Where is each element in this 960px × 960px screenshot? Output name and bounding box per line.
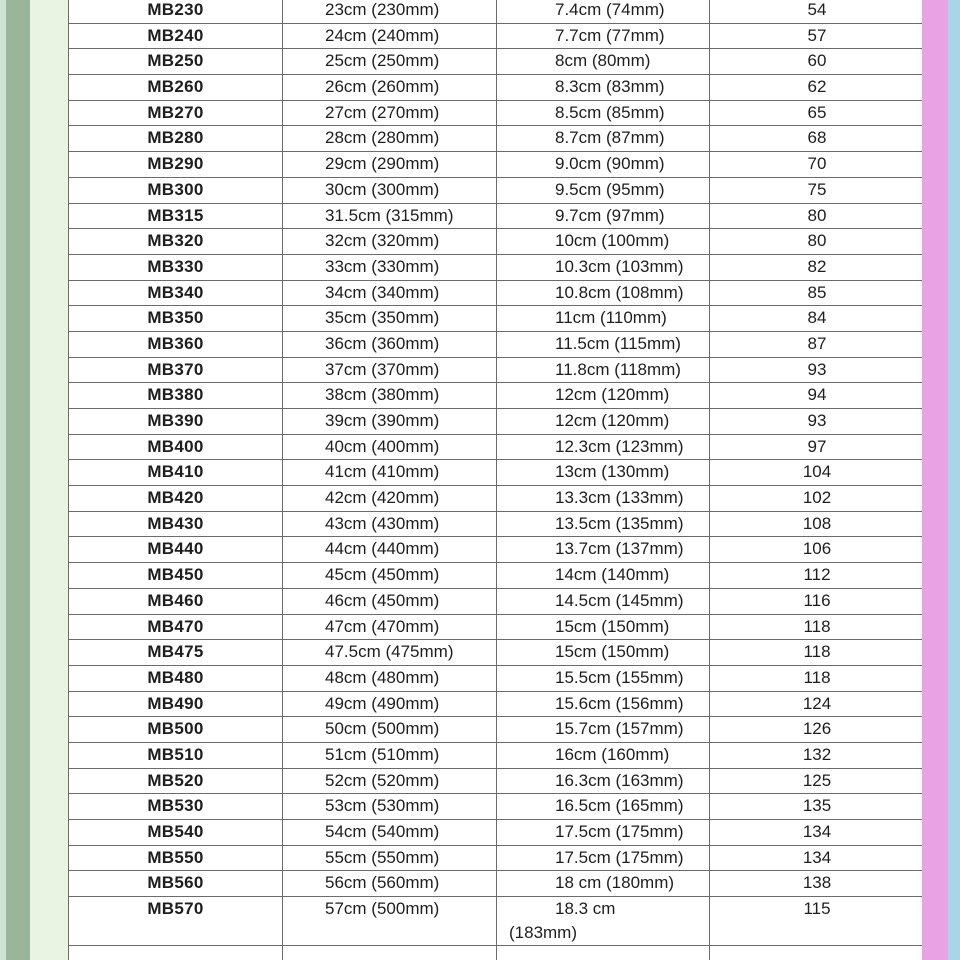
weight-cell: 85: [710, 280, 923, 306]
right-edge-strip: [948, 0, 960, 960]
width-cell: 15cm (150mm): [497, 614, 710, 640]
length-cell: 26cm (260mm): [283, 75, 497, 101]
length-cell: 24cm (240mm): [283, 23, 497, 49]
width-cell: 16.3cm (163mm): [497, 768, 710, 794]
width-cell: 18 cm (180mm): [497, 871, 710, 897]
weight-cell: 82: [710, 254, 923, 280]
model-cell: MB475: [69, 640, 283, 666]
model-cell: MB470: [69, 614, 283, 640]
table-row: [69, 357, 923, 383]
width-cell: 13cm (130mm): [497, 460, 710, 486]
table-row: [69, 409, 923, 435]
model-cell: MB550: [69, 845, 283, 871]
length-cell: 37cm (370mm): [283, 357, 497, 383]
table-row: [69, 563, 923, 589]
table-row: [69, 306, 923, 332]
length-cell: 29cm (290mm): [283, 152, 497, 178]
width-cell: 7.7cm (77mm): [497, 23, 710, 49]
model-cell: MB290: [69, 152, 283, 178]
width-cell: 13.7cm (137mm): [497, 537, 710, 563]
model-cell: MB380: [69, 383, 283, 409]
model-cell: MB315: [69, 203, 283, 229]
width-cell: 13.3cm (133mm): [497, 486, 710, 512]
weight-cell: 135: [710, 794, 923, 820]
weight-cell: 118: [710, 640, 923, 666]
width-cell: 15.6cm (156mm): [497, 691, 710, 717]
table-row: [69, 383, 923, 409]
table-row-partial: [69, 946, 923, 960]
length-cell: 54cm (540mm): [283, 820, 497, 846]
model-cell: MB500: [69, 717, 283, 743]
table-row: [69, 280, 923, 306]
weight-cell: 115: [710, 897, 923, 946]
model-cell: MB250: [69, 49, 283, 75]
width-cell: 15cm (150mm): [497, 640, 710, 666]
table-row: [69, 640, 923, 666]
model-cell: MB460: [69, 588, 283, 614]
model-cell: MB280: [69, 126, 283, 152]
width-cell: 11cm (110mm): [497, 306, 710, 332]
table-row: [69, 717, 923, 743]
length-cell: 47.5cm (475mm): [283, 640, 497, 666]
table-row: [69, 768, 923, 794]
model-cell: MB510: [69, 742, 283, 768]
length-cell: 51cm (510mm): [283, 742, 497, 768]
weight-cell: 104: [710, 460, 923, 486]
table-row: [69, 203, 923, 229]
table-body: [69, 0, 923, 960]
width-cell: 12cm (120mm): [497, 409, 710, 435]
weight-cell: 118: [710, 665, 923, 691]
width-cell: 14cm (140mm): [497, 563, 710, 589]
weight-cell: 57: [710, 23, 923, 49]
width-line-1: 18.3 cm: [555, 899, 616, 919]
model-cell: MB490: [69, 691, 283, 717]
table-row: [69, 434, 923, 460]
length-cell: 40cm (400mm): [283, 434, 497, 460]
weight-cell: 93: [710, 357, 923, 383]
model-cell: MB480: [69, 665, 283, 691]
weight-cell: 108: [710, 511, 923, 537]
weight-cell: 124: [710, 691, 923, 717]
table-row: [69, 0, 923, 23]
weight-cell: 118: [710, 614, 923, 640]
length-cell: 32cm (320mm): [283, 229, 497, 255]
left-green-strip: [6, 0, 30, 960]
length-cell: 33cm (330mm): [283, 254, 497, 280]
weight-cell: 84: [710, 306, 923, 332]
width-cell: 10.3cm (103mm): [497, 254, 710, 280]
length-cell: 47cm (470mm): [283, 614, 497, 640]
weight-cell: 62: [710, 75, 923, 101]
model-cell: MB400: [69, 434, 283, 460]
table-row: [69, 486, 923, 512]
weight-cell: 68: [710, 126, 923, 152]
model-cell: MB570: [69, 897, 283, 946]
table-row: [69, 331, 923, 357]
weight-cell: 132: [710, 742, 923, 768]
weight-cell: 60: [710, 49, 923, 75]
weight-cell: 106: [710, 537, 923, 563]
length-cell: 35cm (350mm): [283, 306, 497, 332]
table-row-mb570: [69, 897, 923, 946]
model-cell: MB530: [69, 794, 283, 820]
weight-cell: 97: [710, 434, 923, 460]
model-cell: MB370: [69, 357, 283, 383]
model-cell: MB340: [69, 280, 283, 306]
model-cell: MB450: [69, 563, 283, 589]
weight-cell: 54: [710, 0, 923, 23]
model-cell: MB260: [69, 75, 283, 101]
length-cell: 27cm (270mm): [283, 100, 497, 126]
model-cell: MB430: [69, 511, 283, 537]
model-cell: MB390: [69, 409, 283, 435]
model-cell: MB240: [69, 23, 283, 49]
length-cell-partial: [283, 946, 497, 960]
length-cell: 42cm (420mm): [283, 486, 497, 512]
width-cell: 7.4cm (74mm): [497, 0, 710, 23]
model-cell-partial: [69, 946, 283, 960]
length-cell: 52cm (520mm): [283, 768, 497, 794]
length-cell: 48cm (480mm): [283, 665, 497, 691]
length-cell: 30cm (300mm): [283, 177, 497, 203]
width-cell: 15.5cm (155mm): [497, 665, 710, 691]
width-cell: 8cm (80mm): [497, 49, 710, 75]
weight-cell: 102: [710, 486, 923, 512]
weight-cell: 112: [710, 563, 923, 589]
width-cell: 16.5cm (165mm): [497, 794, 710, 820]
model-cell: MB440: [69, 537, 283, 563]
width-cell: [497, 897, 710, 946]
length-cell: 49cm (490mm): [283, 691, 497, 717]
table-row: [69, 75, 923, 101]
length-cell: 25cm (250mm): [283, 49, 497, 75]
length-cell: 31.5cm (315mm): [283, 203, 497, 229]
model-cell: MB330: [69, 254, 283, 280]
model-cell: MB420: [69, 486, 283, 512]
length-cell: 39cm (390mm): [283, 409, 497, 435]
length-cell: 36cm (360mm): [283, 331, 497, 357]
weight-cell: 75: [710, 177, 923, 203]
model-cell: MB270: [69, 100, 283, 126]
table-row: [69, 742, 923, 768]
width-cell: 12cm (120mm): [497, 383, 710, 409]
model-cell: MB360: [69, 331, 283, 357]
weight-cell: 80: [710, 229, 923, 255]
table-row: [69, 100, 923, 126]
table-row: [69, 537, 923, 563]
length-cell: 43cm (430mm): [283, 511, 497, 537]
length-cell: 55cm (550mm): [283, 845, 497, 871]
length-cell: 34cm (340mm): [283, 280, 497, 306]
table-row: [69, 845, 923, 871]
length-cell: 57cm (500mm): [283, 897, 497, 946]
weight-cell: 93: [710, 409, 923, 435]
width-cell-partial: [497, 946, 710, 960]
weight-cell: 87: [710, 331, 923, 357]
length-cell: 50cm (500mm): [283, 717, 497, 743]
table-row: [69, 665, 923, 691]
width-cell: 8.7cm (87mm): [497, 126, 710, 152]
width-cell: 9.0cm (90mm): [497, 152, 710, 178]
width-cell: 10.8cm (108mm): [497, 280, 710, 306]
width-cell: 15.7cm (157mm): [497, 717, 710, 743]
model-cell: MB520: [69, 768, 283, 794]
length-cell: 56cm (560mm): [283, 871, 497, 897]
model-cell: MB410: [69, 460, 283, 486]
weight-cell: 134: [710, 845, 923, 871]
right-pink-strip: [922, 0, 948, 960]
weight-cell: 134: [710, 820, 923, 846]
model-cell: MB230: [69, 0, 283, 23]
width-line-2: (183mm): [509, 923, 578, 943]
width-cell: 10cm (100mm): [497, 229, 710, 255]
width-cell: 8.3cm (83mm): [497, 75, 710, 101]
length-cell: 41cm (410mm): [283, 460, 497, 486]
table-row: [69, 229, 923, 255]
weight-cell: 125: [710, 768, 923, 794]
model-cell: MB320: [69, 229, 283, 255]
width-cell: 13.5cm (135mm): [497, 511, 710, 537]
width-cell: 17.5cm (175mm): [497, 845, 710, 871]
table-row: [69, 691, 923, 717]
model-cell: MB560: [69, 871, 283, 897]
weight-cell-partial: [710, 946, 923, 960]
weight-cell: 70: [710, 152, 923, 178]
size-table: [68, 0, 922, 960]
width-cell: 14.5cm (145mm): [497, 588, 710, 614]
table-row: [69, 254, 923, 280]
length-cell: 23cm (230mm): [283, 0, 497, 23]
table-row: [69, 23, 923, 49]
weight-cell: 116: [710, 588, 923, 614]
length-cell: 38cm (380mm): [283, 383, 497, 409]
weight-cell: 80: [710, 203, 923, 229]
length-cell: 44cm (440mm): [283, 537, 497, 563]
length-cell: 53cm (530mm): [283, 794, 497, 820]
weight-cell: 94: [710, 383, 923, 409]
model-cell: MB350: [69, 306, 283, 332]
table-row: [69, 820, 923, 846]
table-row: [69, 177, 923, 203]
length-cell: 46cm (450mm): [283, 588, 497, 614]
size-chart-sheet: [68, 0, 922, 960]
table-row: [69, 588, 923, 614]
table-row: [69, 794, 923, 820]
width-cell: 12.3cm (123mm): [497, 434, 710, 460]
weight-cell: 65: [710, 100, 923, 126]
width-cell: 9.7cm (97mm): [497, 203, 710, 229]
width-cell: 17.5cm (175mm): [497, 820, 710, 846]
weight-cell: 126: [710, 717, 923, 743]
table-row: [69, 511, 923, 537]
table-row: [69, 49, 923, 75]
width-cell: 8.5cm (85mm): [497, 100, 710, 126]
model-cell: MB540: [69, 820, 283, 846]
table-row: [69, 614, 923, 640]
width-cell: 11.5cm (115mm): [497, 331, 710, 357]
weight-cell: 138: [710, 871, 923, 897]
length-cell: 45cm (450mm): [283, 563, 497, 589]
table-row: [69, 152, 923, 178]
left-margin: [30, 0, 68, 960]
table-row: [69, 871, 923, 897]
width-cell: 11.8cm (118mm): [497, 357, 710, 383]
length-cell: 28cm (280mm): [283, 126, 497, 152]
model-cell: MB300: [69, 177, 283, 203]
width-cell: 16cm (160mm): [497, 742, 710, 768]
width-cell: 9.5cm (95mm): [497, 177, 710, 203]
table-row: [69, 460, 923, 486]
table-row: [69, 126, 923, 152]
